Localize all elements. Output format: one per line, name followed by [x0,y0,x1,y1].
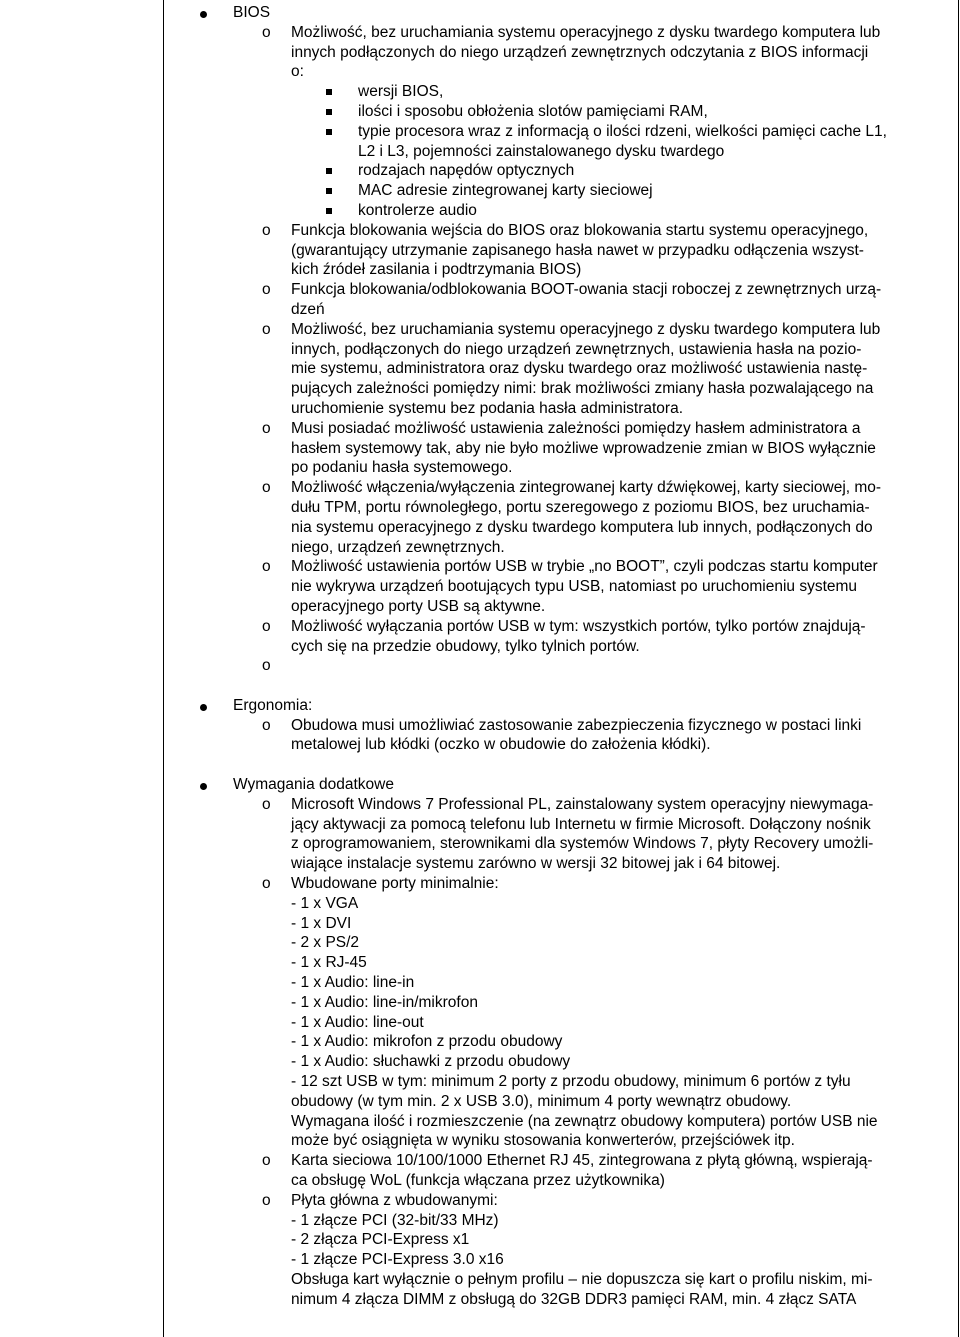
list-item-text: hasłem systemowy tak, aby nie było możliwe wprowadzenie zmian w BIOS wyłącznie [291,439,876,457]
list-item-text: Możliwość, bez uruchamiania systemu operacyjnego z dysku twardego komputera lub [291,23,881,41]
list-item-text: - 1 x Audio: słuchawki z przodu obudowy [291,1053,571,1071]
list-item-text: wiające instalacje systemu zarówno w wersji 32 bitowej jak i 64 bitowej. [291,855,781,873]
list-item-text: Płyta główna z wbudowanymi: [291,1191,498,1209]
list-marker: o [262,657,271,675]
square-bullet-marker [326,168,332,174]
list-item-text: - 1 x Audio: line-in/mikrofon [291,993,478,1011]
list-item-text: innych podłączonych do niego urządzeń zewnętrznych odczytania z BIOS informacji [291,43,869,61]
list-item-line [0,241,960,261]
section-title: Ergonomia: [233,696,313,714]
list-item-text: jący aktywacji za pomocą telefonu lub Internetu w firmie Microsoft. Dołączony nośnik [291,815,871,833]
list-item-text: Microsoft Windows 7 Professional PL, zainstalowany system operacyjny niewymaga- [291,795,874,813]
section-spacer [0,755,960,775]
section-heading [0,3,960,23]
square-bullet-marker [326,109,332,115]
list-item-line [0,933,960,953]
list-item-text: - 2 złącza PCI-Express x1 [291,1231,470,1249]
list-item-text: Funkcja blokowania/odblokowania BOOT-owania stacji roboczej z zewnętrznych urzą- [291,281,882,299]
list-item-text: mie systemu, administratora oraz dysku twardego oraz możliwość ustawienia nastę- [291,360,868,378]
list-item-line [0,399,960,419]
list-marker: o [262,875,271,893]
list-item-line [0,597,960,617]
list-item-text: - 1 x Audio: line-out [291,1013,424,1031]
list-item-text: Możliwość ustawienia portów USB w trybie „no BOOT”, czyli podczas startu komputer [291,558,878,576]
list-marker: o [262,419,271,437]
list-item-line [0,834,960,854]
list-item [0,478,960,498]
list-item-text: Wbudowane porty minimalnie: [291,875,499,893]
list-item-text: Obudowa musi umożliwiać zastosowanie zabezpieczenia fizycznego w postaci linki [291,716,862,734]
list-item-text: innych, podłączonych do niego urządzeń zewnętrznych, ustawienia hasła na pozio- [291,340,862,358]
list-item-line [0,735,960,755]
list-marker: o [262,795,271,813]
list-item-line [0,577,960,597]
list-item-text: operacyjnego porty USB są aktywne. [291,597,546,615]
list-item-text: Możliwość włączenia/wyłączenia zintegrowanej karty dźwiękowej, karty sieciowej, mo- [291,479,882,497]
square-bullet-marker [326,188,332,194]
list-item-text: o: [291,63,304,81]
list-marker: o [262,320,271,338]
list-item [0,23,960,43]
list-item [0,716,960,736]
list-item [0,320,960,340]
list-marker: o [262,716,271,734]
list-item-line [0,815,960,835]
list-item-text: może być osiągnięta w wyniku stosowania konwerterów, przejściówek itp. [291,1132,795,1150]
square-bullet-marker [326,208,332,214]
square-bullet-marker [326,89,332,95]
list-item [0,280,960,300]
list-item-line [0,518,960,538]
list-item-line [0,993,960,1013]
list-item [0,795,960,815]
sub-list-item [0,122,960,142]
list-item [0,557,960,577]
list-marker: o [262,479,271,497]
list-marker: o [262,221,271,239]
sub-list-item-text: rodzajach napędów optycznych [358,162,575,180]
list-item-line [0,62,960,82]
list-item-text: po podaniu hasła systemowego. [291,459,513,477]
list-marker: o [262,558,271,576]
list-item-text: - 1 x DVI [291,914,352,932]
list-item-line [0,1171,960,1191]
list-item-text: Funkcja blokowania wejścia do BIOS oraz blokowania startu systemu operacyjnego, [291,221,869,239]
list-item-text: Obsługa kart wyłącznie o pełnym profilu – nie dopuszcza się kart o profilu niskim, mi- [291,1271,873,1288]
list-item-line [0,538,960,558]
sub-list-item [0,82,960,102]
list-item-text: nimum 4 złącza DIMM z obsługą do 32GB DDR3 pamięci RAM, min. 4 złącz SATA [291,1290,857,1308]
list-item-line [0,458,960,478]
list-item-text: metalowej lub kłódki (oczko w obudowie do założenia kłódki). [291,736,711,754]
list-item-text: - 1 złącze PCI-Express 3.0 x16 [291,1251,504,1269]
bullet-marker [200,11,207,18]
list-item [0,656,960,676]
list-item-text: cych się na przedzie obudowy, tylko tylnich portów. [291,637,640,655]
list-item [0,1191,960,1211]
list-item-line [0,359,960,379]
sub-list-item [0,161,960,181]
list-item-text: - 2 x PS/2 [291,934,360,952]
list-item-text: Musi posiadać możliwość ustawienia zależności pomiędzy hasłem administratora a [291,419,861,437]
list-item [0,617,960,637]
list-item-text: - 1 x Audio: line-in [291,974,415,992]
list-item-text: Karta sieciowa 10/100/1000 Ethernet RJ 45, zintegrowana z płytą główną, wspierają- [291,1152,873,1170]
list-item-text: - 12 szt USB w tym: minimum 2 porty z przodu obudowy, minimum 6 portów z tyłu [291,1073,851,1091]
list-item-line [0,300,960,320]
list-item-text: - 1 x Audio: mikrofon z przodu obudowy [291,1033,563,1051]
sub-list-item-text: L2 i L3, pojemności zainstalowanego dysku twardego [358,142,725,160]
list-item-line [0,1112,960,1132]
list-item-text: niego, urządzeń zewnętrznych. [291,538,505,556]
list-item-text: dzeń [291,300,325,318]
list-item-line [0,854,960,874]
list-item-text: - 1 x VGA [291,894,359,912]
section-title: Wymagania dodatkowe [233,776,394,794]
sub-list-item [0,201,960,221]
list-item-text: obudowy (w tym min. 2 x USB 3.0), minimum 4 porty wewnątrz obudowy. [291,1092,792,1110]
list-item-text: ca obsługę WoL (funkcja włączana przez użytkownika) [291,1172,665,1190]
list-item-text: - 1 x RJ-45 [291,954,367,972]
list-item-text: (gwarantujący utrzymanie zapisanego hasła nawet w przypadku odłączenia wszyst- [291,241,864,259]
list-item-line [0,340,960,360]
list-marker: o [262,1152,271,1170]
list-item-line [0,1072,960,1092]
list-item-text: - 1 złącze PCI (32-bit/33 MHz) [291,1211,499,1229]
list-item [0,221,960,241]
list-item-line [0,953,960,973]
list-item-text: Wymagana ilość i rozmieszczenie (na zewnątrz obudowy komputera) portów USB nie [291,1112,878,1130]
list-marker: o [262,617,271,635]
sub-list-item [0,181,960,201]
list-item-text: uruchomienie systemu bez podania hasła administratora. [291,399,684,417]
sub-list-item-text: MAC adresie zintegrowanej karty sieciowej [358,182,653,200]
list-item-line [0,1032,960,1052]
list-item-line [0,260,960,280]
document-body [0,3,960,1310]
list-item-text: nia systemu operacyjnego z dysku twardego komputera lub innych, podłączonych do [291,518,873,536]
sub-list-item-text: wersji BIOS, [358,83,444,101]
list-item-text: dułu TPM, portu równoległego, portu szeregowego z poziomu BIOS, bez uruchamia- [291,498,870,516]
section-spacer [0,676,960,696]
bullet-marker [200,783,207,790]
sub-list-item-text: typie procesora wraz z informacją o ilości rdzeni, wielkości pamięci cache L1, [358,122,887,140]
list-item [0,1151,960,1171]
list-item-line [0,1092,960,1112]
list-item-line [0,1250,960,1270]
list-item-text: nie wykrywa urządzeń bootujących typu USB, natomiast po uruchomieniu systemu [291,578,858,596]
list-item-line [0,43,960,63]
list-item-line [0,498,960,518]
list-item-line [0,1052,960,1072]
list-item-line [0,973,960,993]
sub-list-item [0,102,960,122]
list-marker: o [262,1191,271,1209]
list-item-line [0,637,960,657]
list-item-text: z oprogramowaniem, sterownikami dla systemów Windows 7, płyty Recovery umożli- [291,835,874,853]
sub-list-item-text: kontrolerze audio [358,201,477,219]
list-item-line [0,914,960,934]
list-marker: o [262,23,271,41]
list-item-line [0,1211,960,1231]
list-item-line [0,1230,960,1250]
square-bullet-marker [326,129,332,135]
list-item-line [0,1270,960,1290]
list-item-line [0,439,960,459]
list-item-line [0,379,960,399]
list-item-text: pujących zależności pomiędzy nimi: brak możliwości zmiany hasła pozwalającego na [291,380,874,398]
list-item-line [0,1290,960,1310]
list-item [0,419,960,439]
sub-list-item-line [0,142,960,162]
list-item [0,874,960,894]
list-item-text: Możliwość, bez uruchamiania systemu operacyjnego z dysku twardego komputera lub [291,320,881,338]
list-item-line [0,1131,960,1151]
sub-list-item-text: ilości i sposobu obłożenia slotów pamięciami RAM, [358,102,708,120]
list-item-line [0,1013,960,1033]
section-heading [0,696,960,716]
list-item-line [0,894,960,914]
list-item-text: Możliwość wyłączania portów USB w tym: wszystkich portów, tylko portów znajdują- [291,617,866,635]
list-marker: o [262,281,271,299]
section-heading [0,775,960,795]
bullet-marker [200,704,207,711]
list-item-text: kich źródeł zasilania i podtrzymania BIOS) [291,261,582,279]
section-title: BIOS [233,4,271,21]
